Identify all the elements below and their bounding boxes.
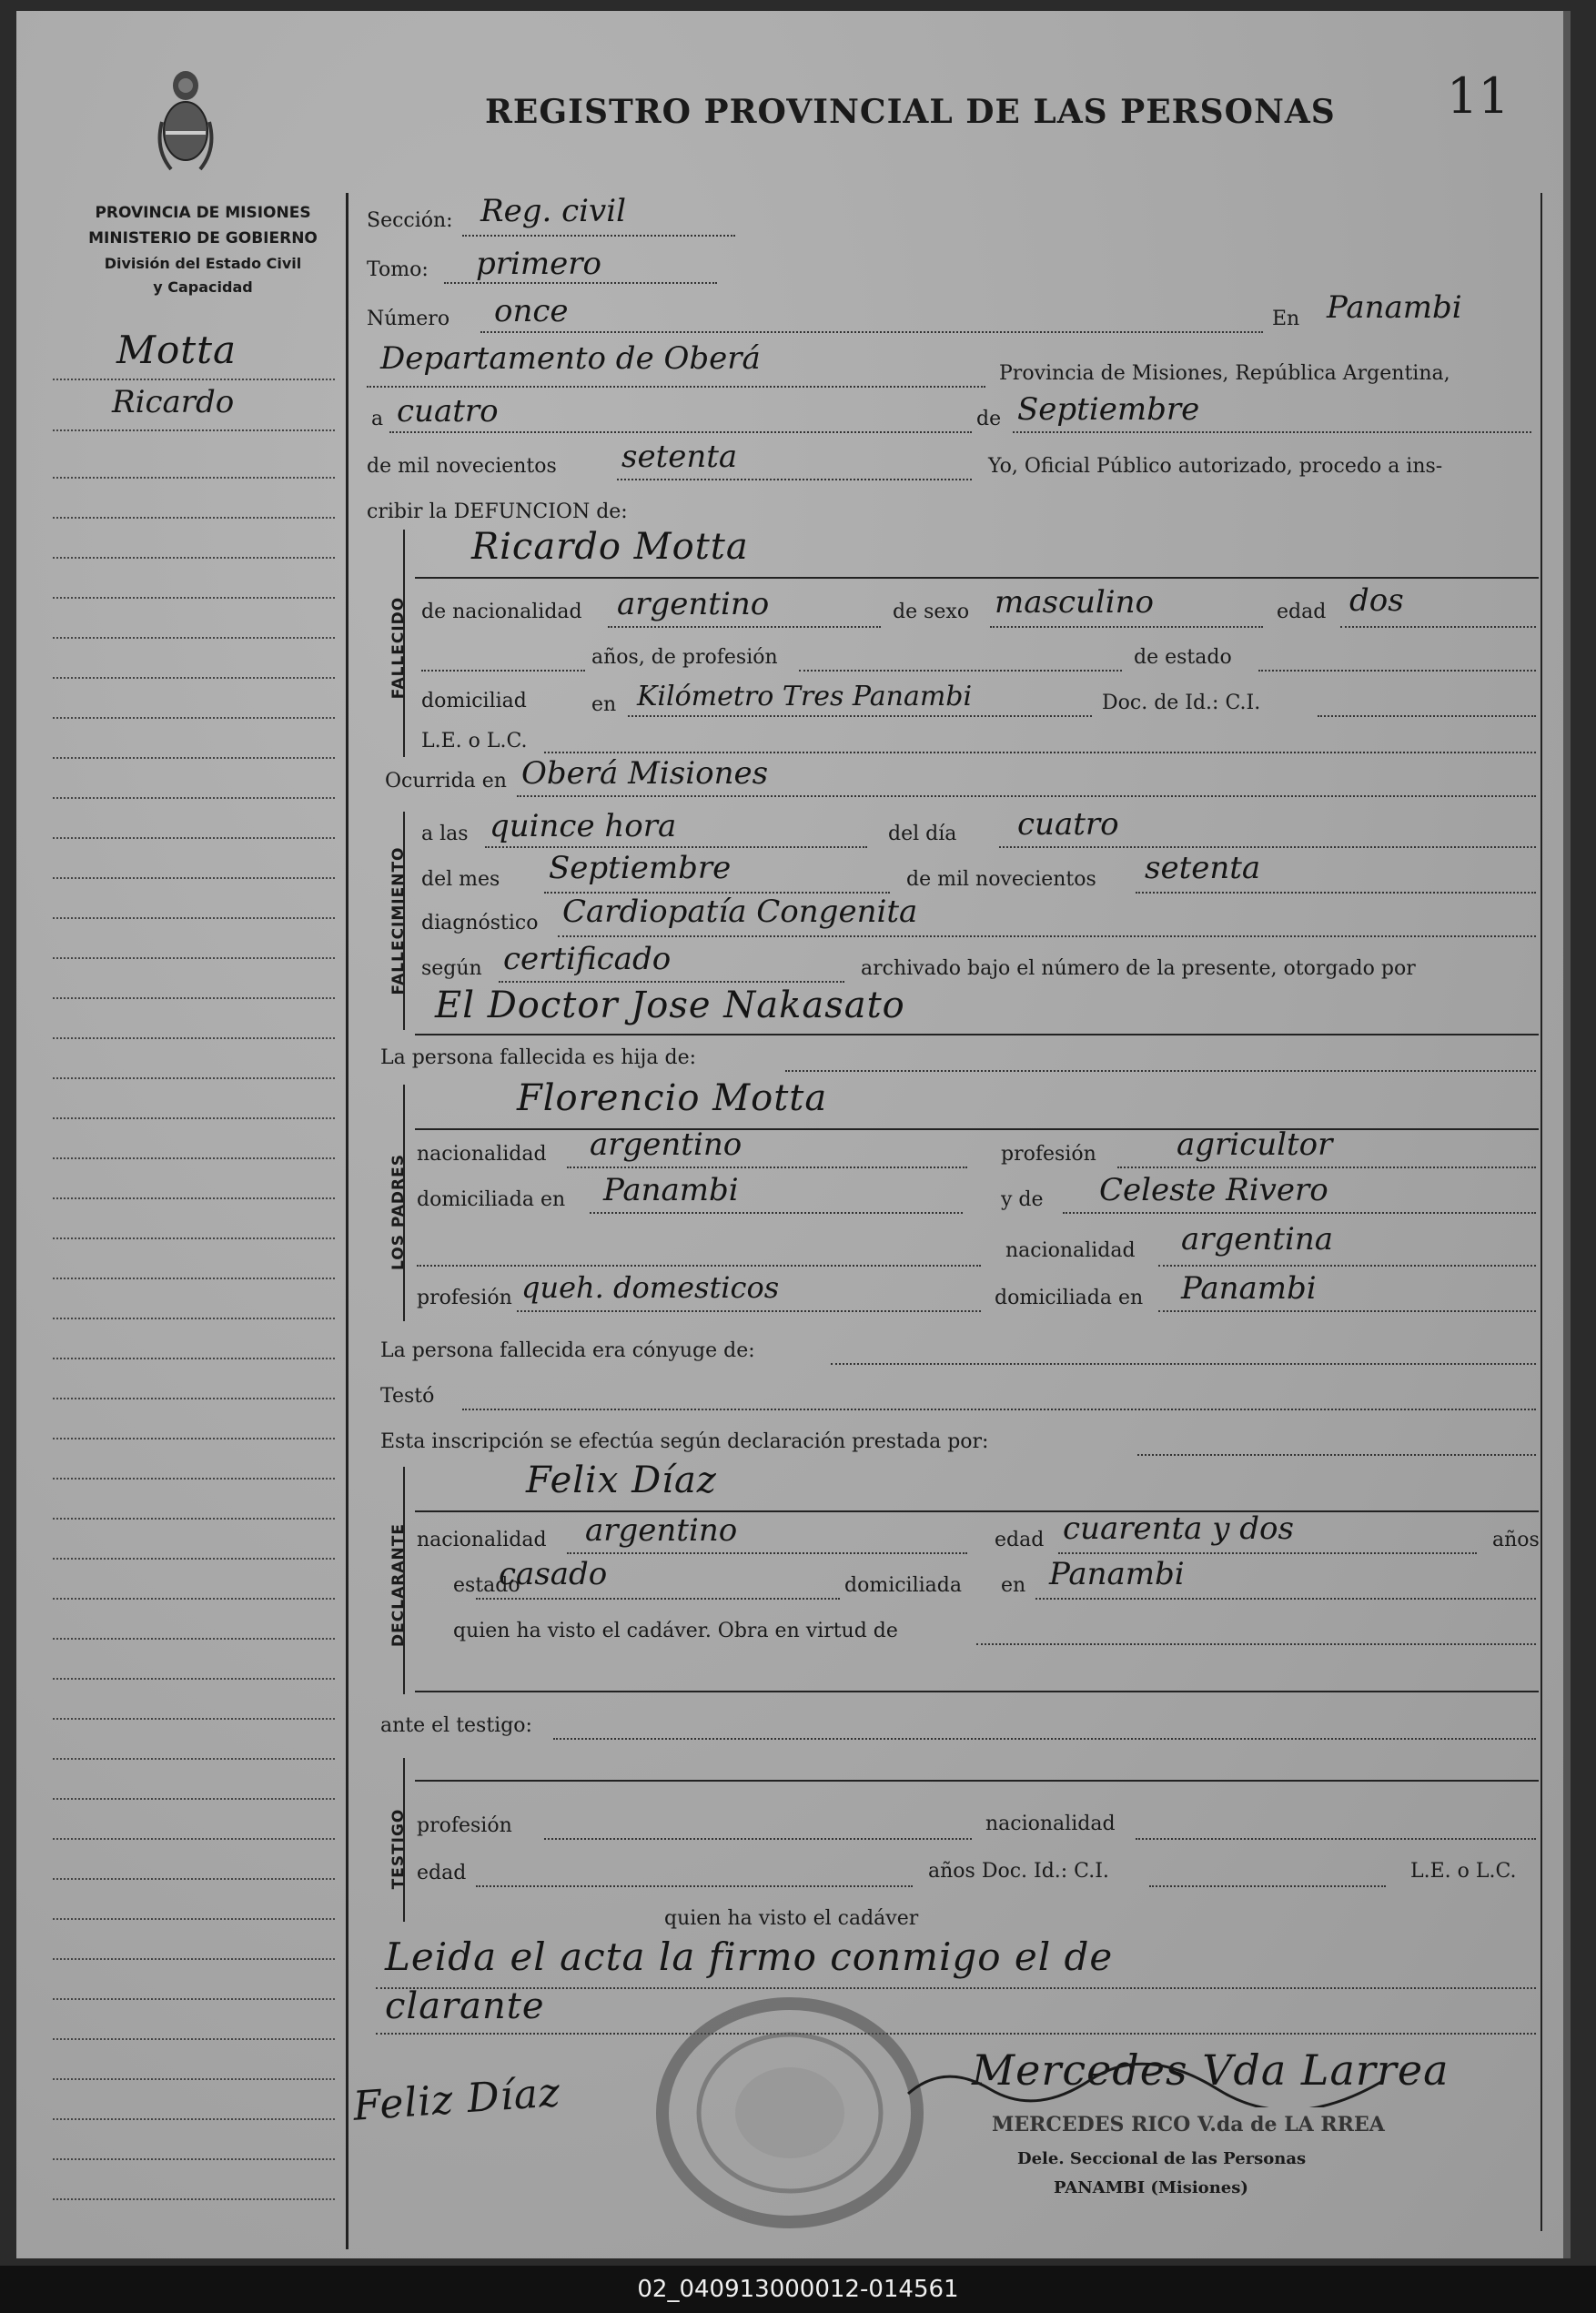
margin-line — [53, 429, 335, 431]
footer-image-id: 02_040913000012-014561 — [0, 2266, 1596, 2313]
margin-line — [53, 1918, 335, 1920]
fallecido-domiciliado-label: domiciliad — [421, 690, 527, 712]
fallecido-domicilio-line — [628, 715, 1092, 717]
signature-officer: Mercedes Vda Larrea — [972, 2045, 1450, 2095]
madre-prof-line — [517, 1310, 981, 1312]
madre-blank-line — [417, 1265, 981, 1267]
margin-line — [53, 717, 335, 719]
margin-line — [53, 1798, 335, 1800]
capacity-label: y Capacidad — [153, 278, 253, 296]
provincia-text: Provincia de Misiones, República Argentina, — [999, 362, 1450, 385]
fallecido-nac-line — [608, 626, 881, 628]
departamento-value: Departamento de Oberá — [380, 340, 761, 377]
declarante-estado-label: estado — [453, 1574, 520, 1597]
otorgado-value: El Doctor Jose Nakasato — [435, 985, 905, 1026]
fallecimiento-mes-value: Septiembre — [549, 850, 732, 886]
padre-nac-value: argentino — [590, 1126, 742, 1163]
margin-line — [53, 957, 335, 959]
testigo-edad-label: edad — [417, 1862, 467, 1884]
yo-text: Yo, Oficial Público autorizado, procedo a ins- — [988, 455, 1443, 478]
segun-value: certificado — [503, 941, 672, 977]
margin-line — [53, 797, 335, 799]
padre-prof-line — [1117, 1167, 1536, 1168]
en-value: Panambi — [1327, 289, 1462, 326]
a-label: a — [371, 408, 384, 430]
declarante-name: Felix Díaz — [526, 1460, 717, 1501]
stamp-line-2: Dele. Seccional de las Personas — [1017, 2149, 1307, 2168]
archivado-text: archivado bajo el número de la presente, otorgado por — [861, 957, 1416, 980]
fallecido-profesion-line — [799, 670, 1122, 672]
closing-line-1: Leida el acta la firmo conmigo el de — [385, 1934, 1114, 1979]
margin-line — [53, 837, 335, 839]
declarante-en-label: en — [1001, 1574, 1026, 1597]
segun-label: según — [421, 957, 482, 980]
padre-name-line — [415, 1128, 1539, 1130]
margin-line — [53, 1998, 335, 2000]
fallecido-nac-value: argentino — [617, 586, 770, 622]
declarante-bottom-line — [415, 1691, 1539, 1692]
paper-sheet — [16, 11, 1571, 2258]
testigo-prof-line — [544, 1838, 972, 1840]
margin-line — [53, 477, 335, 479]
margin-line — [53, 1398, 335, 1399]
margin-line — [53, 2118, 335, 2120]
margin-line — [53, 517, 335, 519]
margin-line — [53, 1558, 335, 1560]
en-label: En — [1272, 308, 1300, 330]
padre-dom-line — [590, 1212, 963, 1214]
margin-line — [53, 1518, 335, 1520]
margin-line — [53, 1838, 335, 1840]
dia-value: cuatro — [397, 393, 499, 429]
padre-prof-label: profesión — [1001, 1143, 1096, 1166]
hora-line — [485, 846, 867, 848]
fallecido-edad-value: dos — [1349, 582, 1404, 619]
fallecido-age-line — [421, 670, 585, 672]
declarante-nac-line — [567, 1552, 967, 1554]
padre-nac-label: nacionalidad — [417, 1143, 547, 1166]
margin-line — [53, 1318, 335, 1319]
ocurrida-value: Oberá Misiones — [521, 755, 769, 792]
numero-value: once — [494, 293, 569, 329]
margin-line — [53, 637, 335, 639]
margin-given-name: Ricardo — [112, 384, 235, 420]
seccion-label: Sección: — [367, 209, 453, 232]
declarante-estado-value: casado — [499, 1556, 608, 1592]
declarante-edad-label: edad — [995, 1529, 1045, 1551]
testigo-visto-text: quien ha visto el cadáver — [664, 1907, 919, 1930]
padre-dom-label: domiciliada en — [417, 1188, 566, 1211]
stamp-line-1: MERCEDES RICO V.da de LA RREA — [992, 2113, 1385, 2136]
declarante-dom-value: Panambi — [1049, 1556, 1185, 1592]
dia-line — [389, 431, 972, 433]
a-las-label: a las — [421, 823, 469, 845]
declarante-edad-line — [1058, 1552, 1477, 1554]
margin-line — [53, 1438, 335, 1439]
declarante-name-line — [415, 1510, 1539, 1512]
fallecido-estado-line — [1258, 670, 1536, 672]
testigo-nac-line — [1136, 1838, 1536, 1840]
fallecido-doc-line — [1318, 715, 1536, 717]
fallecido-nac-label: de nacionalidad — [421, 601, 582, 623]
left-column-divider — [346, 193, 348, 2249]
margin-line — [53, 1718, 335, 1720]
margin-line — [53, 1758, 335, 1760]
margin-line — [53, 1478, 335, 1480]
margin-line — [53, 2198, 335, 2200]
fallecido-en-label: en — [591, 693, 617, 716]
otorgado-line — [415, 1034, 1539, 1035]
padre-name: Florencio Motta — [517, 1077, 828, 1119]
margin-line — [53, 1878, 335, 1880]
margin-surname: Motta — [116, 328, 237, 372]
padre-nac-line — [567, 1167, 967, 1168]
closing-line-2: clarante — [385, 1985, 545, 2027]
fallecimiento-mil-label: de mil novecientos — [906, 868, 1096, 891]
fallecido-estado-label: de estado — [1134, 646, 1232, 669]
fallecimiento-dia-line — [999, 846, 1536, 848]
declarante-nac-label: nacionalidad — [417, 1529, 547, 1551]
ocurrida-line — [517, 795, 1536, 797]
margin-line — [53, 597, 335, 599]
declarante-edad-value: cuarenta y dos — [1063, 1510, 1294, 1547]
margin-line — [53, 2038, 335, 2040]
division-label: División del Estado Civil — [104, 255, 302, 272]
ministry-label: MINISTERIO DE GOBIERNO — [88, 229, 318, 247]
mil-label: de mil novecientos — [367, 455, 557, 478]
margin-line — [53, 757, 335, 759]
margin-line — [53, 877, 335, 879]
official-seal-icon — [653, 1995, 926, 2231]
anio-value: setenta — [621, 439, 738, 475]
fallecido-anios-prof-label: años, de profesión — [591, 646, 778, 669]
mes-line — [1013, 431, 1531, 433]
page-title: REGISTRO PROVINCIAL DE LAS PERSONAS — [485, 93, 1336, 131]
numero-label: Número — [367, 308, 450, 330]
padres-section-label: LOS PADRES — [389, 1154, 408, 1270]
numero-line — [480, 331, 1263, 333]
padres-intro: La persona fallecida es hija de: — [380, 1046, 697, 1069]
fallecido-name: Ricardo Motta — [471, 526, 749, 568]
right-border — [1540, 193, 1542, 2231]
margin-line — [53, 917, 335, 919]
declarante-dom-line — [1035, 1598, 1536, 1600]
margin-line — [53, 1638, 335, 1640]
declarante-anios-label: años — [1492, 1529, 1540, 1551]
margin-line — [53, 2078, 335, 2080]
fallecido-sexo-value: masculino — [995, 584, 1155, 621]
margin-line — [53, 1598, 335, 1600]
signature-flourish-icon — [890, 2053, 1399, 2107]
margin-line — [53, 1197, 335, 1199]
fallecimiento-anio-value: setenta — [1145, 850, 1261, 886]
declarante-intro: Esta inscripción se efectúa según declaración prestada por: — [380, 1430, 989, 1453]
margin-line — [53, 1237, 335, 1239]
tomo-value: primero — [476, 246, 601, 282]
margin-line — [53, 1278, 335, 1279]
tomo-line — [444, 282, 717, 284]
madre-nac-value: argentina — [1181, 1221, 1334, 1258]
madre-prof-label: profesión — [417, 1287, 512, 1309]
madre-name-line — [1063, 1212, 1536, 1214]
closing-line-2-rule — [376, 2033, 1536, 2035]
madre-nac-label: nacionalidad — [1005, 1239, 1136, 1262]
margin-line — [53, 1958, 335, 1960]
diagnostico-label: diagnóstico — [421, 912, 539, 934]
conyuge-label: La persona fallecida era cónyuge de: — [380, 1339, 755, 1362]
margin-line — [53, 1358, 335, 1359]
fallecimiento-section-label: FALLECIMIENTO — [389, 846, 408, 995]
anio-line — [617, 479, 972, 480]
testigo-name-line — [415, 1780, 1539, 1782]
signature-declarante: Feliz Díaz — [351, 2069, 562, 2130]
margin-line — [53, 2158, 335, 2160]
declarante-section-label: DECLARANTE — [389, 1523, 408, 1647]
fallecido-sexo-line — [990, 626, 1263, 628]
fallecimiento-dia-value: cuatro — [1017, 806, 1119, 843]
testigo-section-label: TESTIGO — [389, 1808, 408, 1890]
madre-dom-value: Panambi — [1181, 1270, 1317, 1307]
testo-label: Testó — [380, 1385, 435, 1408]
conyuge-line — [831, 1363, 1536, 1365]
margin-line — [53, 1117, 335, 1119]
margin-line — [53, 1678, 335, 1680]
mes-label: del mes — [421, 868, 500, 891]
madre-nac-line — [1158, 1265, 1536, 1267]
testigo-nac-label: nacionalidad — [985, 1813, 1116, 1835]
de-label: de — [976, 408, 1002, 430]
diagnostico-line — [558, 935, 1536, 937]
declarante-estado-line — [476, 1598, 840, 1600]
testigo-anios-doc-label: años Doc. Id.: C.I. — [928, 1860, 1109, 1883]
declarante-visto-line — [976, 1643, 1536, 1645]
padre-dom-value: Panambi — [603, 1172, 739, 1208]
madre-prof-value: queh. domesticos — [521, 1270, 780, 1305]
declarante-intro-line — [1137, 1454, 1536, 1456]
testigo-prof-label: profesión — [417, 1814, 512, 1837]
departamento-line — [367, 386, 985, 388]
tomo-label: Tomo: — [367, 258, 429, 281]
fallecimiento-anio-line — [1136, 892, 1536, 894]
margin-line — [53, 1077, 335, 1079]
fallecido-doc-label: Doc. de Id.: C.I. — [1102, 692, 1261, 714]
ocurrida-label: Ocurrida en — [385, 770, 507, 793]
madre-dom-line — [1158, 1310, 1536, 1312]
closing-line-1-rule — [376, 1987, 1536, 1989]
declarante-dom-label: domiciliada — [844, 1574, 962, 1597]
madre-dom-label: domiciliada en — [995, 1287, 1144, 1309]
seccion-value: Reg. civil — [480, 193, 626, 229]
margin-line — [53, 1037, 335, 1039]
mes-value: Septiembre — [1017, 391, 1200, 428]
y-de-label: y de — [1001, 1188, 1044, 1211]
testigo-intro: ante el testigo: — [380, 1714, 532, 1737]
diagnostico-value: Cardiopatía Congenita — [562, 894, 918, 930]
margin-line — [53, 557, 335, 559]
coat-of-arms-icon — [153, 67, 218, 177]
hora-value: quince hora — [490, 808, 677, 844]
dia-label: del día — [888, 823, 957, 845]
fallecido-edad-label: edad — [1277, 601, 1327, 623]
margin-line — [53, 677, 335, 679]
testigo-intro-line — [553, 1738, 1536, 1740]
testigo-le-label: L.E. o L.C. — [1410, 1860, 1517, 1883]
fallecido-le-line — [544, 752, 1536, 753]
fallecido-sexo-label: de sexo — [893, 601, 970, 623]
padre-prof-value: agricultor — [1177, 1126, 1333, 1163]
madre-name: Celeste Rivero — [1099, 1172, 1328, 1208]
fallecido-le-label: L.E. o L.C. — [421, 730, 528, 752]
fallecido-name-line — [415, 577, 1539, 579]
segun-line — [499, 981, 844, 983]
inscribir-text: cribir la DEFUNCION de: — [367, 500, 628, 523]
testo-line — [462, 1409, 1536, 1410]
testigo-doc-line — [1149, 1885, 1386, 1887]
province-label: PROVINCIA DE MISIONES — [95, 204, 311, 222]
fallecido-section-label: FALLECIDO — [389, 596, 408, 700]
margin-line — [53, 379, 335, 380]
seccion-line — [462, 235, 735, 237]
stamp-line-3: PANAMBI (Misiones) — [1054, 2178, 1248, 2197]
padres-intro-line — [785, 1070, 1536, 1072]
fallecido-edad-line — [1340, 626, 1536, 628]
fallecido-domicilio-value: Kilómetro Tres Panambi — [637, 681, 973, 712]
margin-line — [53, 997, 335, 999]
testigo-edad-line — [476, 1885, 913, 1887]
page-number: 11 — [1447, 67, 1510, 125]
declarante-visto-text: quien ha visto el cadáver. Obra en virtud de — [453, 1620, 898, 1642]
margin-line — [53, 1157, 335, 1159]
declarante-nac-value: argentino — [585, 1512, 738, 1549]
